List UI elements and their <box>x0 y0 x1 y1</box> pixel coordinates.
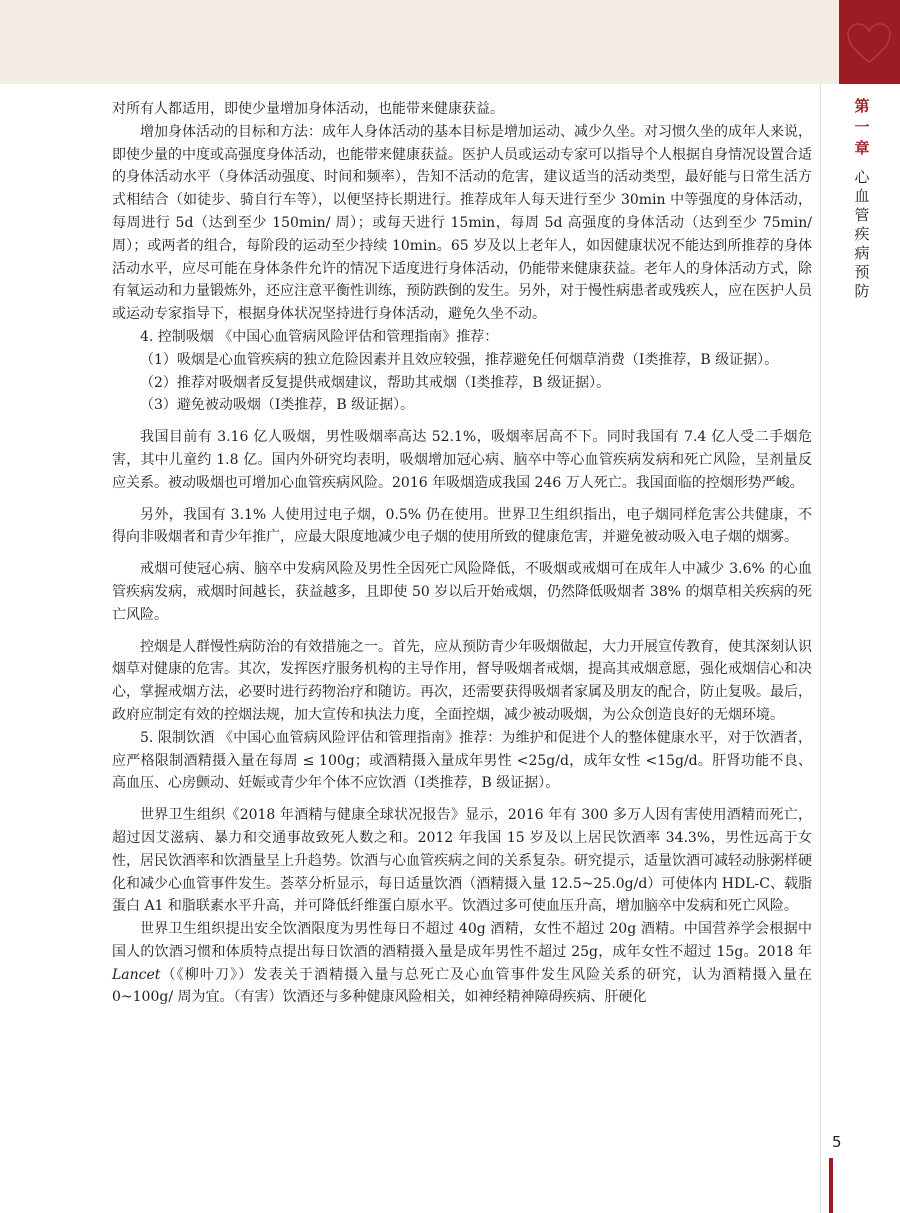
page-number: 5 <box>832 1133 842 1151</box>
page-accent-bar <box>829 1158 833 1213</box>
section-heading: 5. 限制饮酒 《中国心血管病风险评估和管理指南》推荐：为维护和促进个人的整体健康水平，对于饮酒者，应严格限制酒精摄入量在每周 ≤ 100g；或酒精摄入量成年男性 <25g/d，成年女性 <15g/d。肝肾功能不良、高血压、心房颤动、妊娠或青少年个体不应饮酒（Ⅰ类推荐，B 级证据）。 <box>112 729 812 792</box>
side-divider <box>820 84 821 1213</box>
heart-icon <box>845 22 893 66</box>
chapter-corner-block <box>839 0 900 84</box>
journal-name: Lancet <box>112 966 161 983</box>
section-heading: 4. 控制吸烟 《中国心血管病风险评估和管理指南》推荐： <box>140 328 499 345</box>
header-band <box>0 0 900 84</box>
paragraph: 戒烟可使冠心病、脑卒中发病风险及男性全因死亡风险降低，不吸烟或戒烟可在成年人中减少 3.6% 的心血管疾病发病，戒烟时间越长，获益越多，且即使 50 岁以后开始戒烟，仍然降低吸烟者 38% 的烟草相关疾病的死亡风险。 <box>112 561 812 623</box>
chapter-tab <box>832 98 892 302</box>
recommendation-item: （1）吸烟是心血管疾病的独立危险因素并且效应较强，推荐避免任何烟草消费（Ⅰ类推荐，B 级证据）。 <box>140 351 779 368</box>
paragraph <box>112 918 812 1009</box>
recommendation-item: （3）避免被动吸烟（Ⅰ类推荐，B 级证据）。 <box>140 397 415 414</box>
paragraph: 对所有人都适用，即使少量增加身体活动，也能带来健康获益。 <box>112 101 504 117</box>
paragraph: 控烟是人群慢性病防治的有效措施之一。首先，应从预防青少年吸烟做起，大力开展宣传教育，使其深刻认识烟草对健康的危害。其次，发挥医疗服务机构的主导作用，督导吸烟者戒烟，提高其戒烟意愿，强化戒烟信心和决心，掌握戒烟方法，必要时进行药物治疗和随访。再次，还需要获得吸烟者家属及朋友的配合，防止复吸。最后，政府应制定有效的控烟法规，加大宣传和执法力度，全面控烟，减少被动吸烟，为公众创造良好的无烟环境。 <box>112 638 812 723</box>
paragraph: 我国目前有 3.16 亿人吸烟，男性吸烟率高达 52.1%，吸烟率居高不下。同时我国有 7.4 亿人受二手烟危害，其中儿童约 1.8 亿。国内外研究均表明，吸烟增加冠心病、脑卒中等心血管疾病发病和死亡风险，呈剂量反应关系。被动吸烟也可增加心血管疾病风险。2016 年吸烟造成我国 246 万人死亡。我国面临的控烟形势严峻。 <box>112 429 812 491</box>
paragraph: 增加身体活动的目标和方法：成年人身体活动的基本目标是增加运动、减少久坐。对习惯久坐的成年人来说，即使少量的中度或高强度身体活动，也能带来健康获益。医护人员或运动专家可以指导个人根据自身情况设置合适的身体活动水平（身体活动强度、时间和频率），告知不活动的危害，建议适当的活动类型，最好能与日常生活方式相结合（如徒步、骑自行车等），以便坚持长期进行。推荐成年人每天进行至少 30min 中等强度的身体活动，每周进行 5d（达到至少 150min/ 周）；或每天进行 15min，每周 5d 高强度的身体活动（达到至少 75min/ 周）；或两者的组合，每阶段的运动至少持续 10min。65 岁及以上老年人，如因健康状况不能达到所推荐的身体活动水平，应尽可能在身体条件允许的情况下适度进行身体活动，仍能带来健康获益。老年人的身体活动方式，除有氧运动和力量锻炼外，还应注意平衡性训练，预防跌倒的发生。另外，对于慢性病患者或残疾人，应在医护人员或运动专家指导下，根据身体状况坚持进行身体活动，避免久坐不动。 <box>112 123 812 323</box>
paragraph-text: （《柳叶刀》）发表关于酒精摄入量与总死亡及心血管事件发生风险关系的研究，认为酒精摄入量在 0~100g/ 周为宜。（有害）饮酒还与多种健康风险相关，如神经精神障碍疾病、肝硬化 <box>112 966 812 1006</box>
recommendation-item: （2）推荐对吸烟者反复提供戒烟建议，帮助其戒烟（Ⅰ类推荐，B 级证据）。 <box>140 374 611 391</box>
body-text <box>112 98 812 1009</box>
chapter-title: 心血管疾病预防 <box>852 169 871 302</box>
chapter-number: 第一章 <box>852 98 871 161</box>
paragraph: 世界卫生组织《2018 年酒精与健康全球状况报告》显示，2016 年有 300 多万人因有害使用酒精而死亡，超过因艾滋病、暴力和交通事故致死人数之和。2012 年我国 15 岁及以上居民饮酒率 34.3%，男性远高于女性，居民饮酒率和饮酒量呈上升趋势。饮酒与心血管疾病之间的关系复杂。研究提示，适量饮酒可减轻动脉粥样硬化和减少心血管事件发生。荟萃分析显示，每日适量饮酒（酒精摄入量 12.5~25.0g/d）可使体内 HDL-C、载脂蛋白 A1 和脂联素水平升高，并可降低纤维蛋白原水平。饮酒过多可使血压升高，增加脑卒中发病和死亡风险。 <box>112 807 812 915</box>
paragraph: 另外，我国有 3.1% 人使用过电子烟，0.5% 仍在使用。世界卫生组织指出，电子烟同样危害公共健康，不得向非吸烟者和青少年推广，应最大限度地减少电子烟的使用所致的健康危害，并避免被动吸入电子烟的烟雾。 <box>112 506 812 546</box>
paragraph-text: 世界卫生组织提出安全饮酒限度为男性每日不超过 40g 酒精，女性不超过 20g 酒精。中国营养学会根据中国人的饮酒习惯和体质特点提出每日饮酒的酒精摄入量是成年男性不超过 25g，成年女性不超过 15g。2018 年 <box>112 921 812 960</box>
